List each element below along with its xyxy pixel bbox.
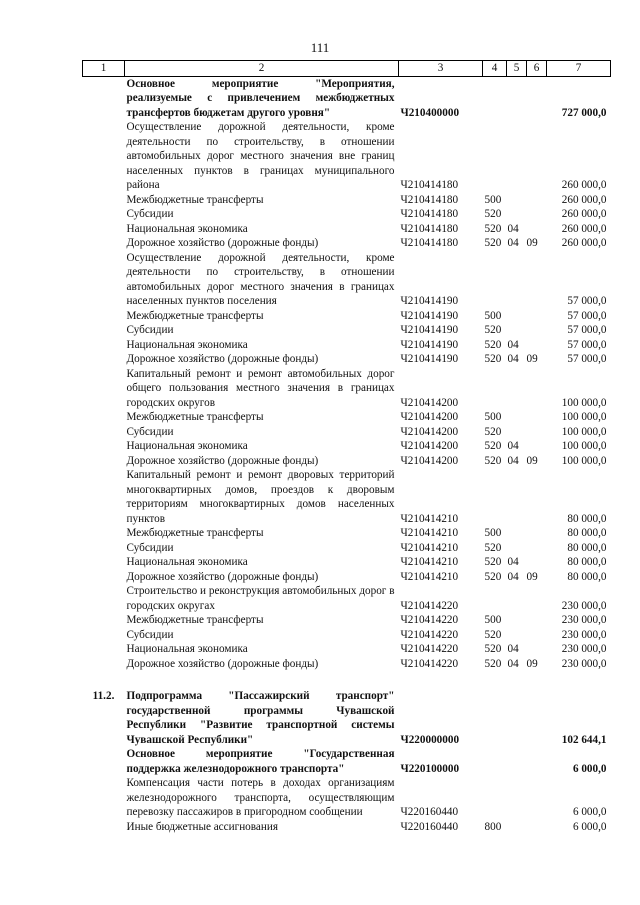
row-section: 04 bbox=[507, 353, 519, 365]
row-section bbox=[507, 671, 527, 689]
row-number bbox=[83, 555, 125, 570]
row-subsection bbox=[527, 584, 547, 613]
row-code: Ч210414210 bbox=[400, 556, 459, 568]
row-name: Субсидии bbox=[126, 425, 174, 438]
row-expense-type bbox=[483, 76, 507, 120]
row-number bbox=[83, 776, 125, 820]
row-section: 04 bbox=[507, 454, 519, 467]
row-amount: 80 000,0 bbox=[567, 527, 607, 539]
row-subsection bbox=[527, 613, 547, 628]
row-expense-type bbox=[483, 671, 507, 689]
row-section bbox=[507, 309, 527, 324]
row-amount: 80 000,0 bbox=[567, 570, 607, 583]
row-subsection: 09 bbox=[526, 570, 538, 583]
row-code: Ч220160440 bbox=[400, 806, 459, 818]
row-amount: 100 000,0 bbox=[561, 454, 607, 467]
row-expense-type bbox=[483, 367, 507, 411]
row-number bbox=[83, 120, 125, 193]
row-number bbox=[83, 251, 125, 309]
row-subsection bbox=[527, 468, 547, 526]
row-amount: 100 000,0 bbox=[561, 396, 607, 409]
row-code: Ч210414200 bbox=[400, 411, 459, 423]
row-amount: 260 000,0 bbox=[561, 193, 607, 206]
row-number bbox=[83, 76, 125, 120]
row-number bbox=[83, 628, 125, 643]
row-name: Капитальный ремонт и ремонт дворовых территорий многоквартирных домов, проездов к дворовым территориям многоквартирных домов населенных пунктов bbox=[126, 469, 395, 525]
row-amount: 57 000,0 bbox=[567, 295, 607, 307]
row-expense-type: 520 bbox=[484, 570, 502, 583]
row-amount: 230 000,0 bbox=[561, 599, 607, 612]
row-amount: 102 644,1 bbox=[561, 733, 607, 746]
table-header-row bbox=[83, 61, 611, 77]
row-number: 11.2. bbox=[92, 690, 115, 702]
row-expense-type: 520 bbox=[484, 556, 502, 568]
table-row bbox=[83, 468, 611, 526]
table-row bbox=[83, 439, 611, 454]
table-row bbox=[83, 642, 611, 657]
row-name: Дорожное хозяйство (дорожные фонды) bbox=[126, 570, 319, 583]
row-section: 04 bbox=[507, 643, 519, 655]
row-subsection bbox=[527, 671, 547, 689]
row-section bbox=[507, 468, 527, 526]
row-number bbox=[83, 410, 125, 425]
row-section: 04 bbox=[507, 570, 519, 583]
row-subsection bbox=[527, 309, 547, 324]
row-expense-type bbox=[483, 689, 507, 747]
row-subsection bbox=[527, 642, 547, 657]
header-col-5: 5 bbox=[507, 61, 527, 77]
row-expense-type: 520 bbox=[484, 454, 502, 467]
table-row bbox=[83, 628, 611, 643]
row-expense-type bbox=[483, 584, 507, 613]
row-code: Ч210414210 bbox=[400, 570, 459, 583]
table-row bbox=[83, 323, 611, 338]
table-row bbox=[83, 657, 611, 672]
row-code: Ч220100000 bbox=[400, 762, 460, 775]
row-amount: 57 000,0 bbox=[567, 338, 607, 351]
row-section bbox=[507, 425, 527, 440]
row-section: 04 bbox=[507, 657, 519, 670]
row-code: Ч210414180 bbox=[400, 237, 459, 249]
row-number bbox=[83, 207, 125, 222]
row-number bbox=[83, 584, 125, 613]
row-section bbox=[507, 541, 527, 556]
row-code: Ч210400000 bbox=[400, 106, 460, 119]
row-amount: 100 000,0 bbox=[561, 440, 607, 452]
table-row bbox=[83, 236, 611, 251]
row-section bbox=[507, 820, 527, 835]
row-code: Ч210414180 bbox=[400, 222, 459, 235]
row-subsection bbox=[527, 338, 547, 353]
table-row bbox=[83, 193, 611, 208]
table-row bbox=[83, 410, 611, 425]
row-amount: 57 000,0 bbox=[567, 353, 607, 365]
row-name: Компенсация части потерь в доходах организациям железнодорожного транспорта, осуществляющим перевозку пассажиров в пригородном сообщении bbox=[126, 777, 395, 818]
row-code: Ч220000000 bbox=[400, 733, 460, 746]
row-subsection bbox=[527, 555, 547, 570]
row-amount: 6 000,0 bbox=[572, 762, 607, 775]
row-subsection bbox=[527, 207, 547, 222]
row-subsection bbox=[527, 541, 547, 556]
row-subsection bbox=[527, 689, 547, 747]
row-name: Межбюджетные трансферты bbox=[126, 527, 264, 539]
row-name: Капитальный ремонт и ремонт автомобильных дорог общего пользования местного значения в границах городских округов bbox=[126, 367, 395, 409]
row-name: Осуществление дорожной деятельности, кроме деятельности по строительству, в отношении автомобильных дорог местного значения вне границ населенных пунктов в границах муниципального района bbox=[126, 121, 395, 191]
row-name: Основное мероприятие "Мероприятия, реализуемые с привлечением межбюджетных трансфертов бюджетам другого уровня" bbox=[126, 77, 395, 119]
row-code: Ч210414190 bbox=[400, 295, 459, 307]
row-subsection bbox=[527, 628, 547, 643]
table-row bbox=[83, 338, 611, 353]
row-expense-type: 500 bbox=[484, 309, 502, 322]
row-expense-type: 520 bbox=[484, 208, 502, 220]
row-code: Ч210414210 bbox=[400, 527, 459, 539]
table-row bbox=[83, 367, 611, 411]
table-row bbox=[83, 747, 611, 776]
row-number bbox=[83, 309, 125, 324]
row-amount: 80 000,0 bbox=[567, 512, 607, 525]
row-amount: 100 000,0 bbox=[561, 411, 607, 423]
row-name: Дорожное хозяйство (дорожные фонды) bbox=[126, 353, 319, 365]
row-code: Ч210414220 bbox=[400, 614, 459, 626]
row-subsection: 09 bbox=[526, 657, 538, 670]
row-amount: 6 000,0 bbox=[572, 806, 607, 818]
row-name: Иные бюджетные ассигнования bbox=[126, 820, 278, 833]
row-expense-type bbox=[483, 468, 507, 526]
row-name: Дорожное хозяйство (дорожные фонды) bbox=[126, 454, 319, 467]
row-number bbox=[83, 820, 125, 835]
row-expense-type: 800 bbox=[484, 820, 502, 833]
row-section bbox=[507, 76, 527, 120]
row-subsection bbox=[527, 410, 547, 425]
row-number bbox=[83, 338, 125, 353]
row-name: Национальная экономика bbox=[126, 643, 248, 655]
row-expense-type: 520 bbox=[484, 324, 502, 336]
row-code: Ч210414200 bbox=[400, 425, 459, 438]
row-section bbox=[507, 776, 527, 820]
table-row bbox=[83, 251, 611, 309]
header-col-4: 4 bbox=[483, 61, 507, 77]
row-amount: 100 000,0 bbox=[561, 425, 607, 438]
row-code: Ч220160440 bbox=[400, 820, 459, 833]
row-number bbox=[83, 642, 125, 657]
table-row bbox=[83, 76, 611, 120]
table-row bbox=[83, 309, 611, 324]
row-expense-type: 520 bbox=[484, 237, 502, 249]
table-row bbox=[83, 570, 611, 585]
row-section: 04 bbox=[507, 237, 519, 249]
row-number bbox=[83, 222, 125, 237]
row-amount: 6 000,0 bbox=[572, 820, 607, 833]
row-name: Межбюджетные трансферты bbox=[126, 193, 264, 206]
table-row bbox=[83, 820, 611, 835]
row-subsection bbox=[527, 439, 547, 454]
table-row bbox=[83, 671, 611, 689]
row-name: Строительство и реконструкция автомобильных дорог в городских округах bbox=[126, 585, 395, 612]
table-body bbox=[83, 76, 611, 834]
row-name: Основное мероприятие "Государственная поддержка железнодорожного транспорта" bbox=[126, 748, 395, 775]
row-expense-type: 500 bbox=[484, 614, 502, 626]
header-col-7: 7 bbox=[547, 61, 611, 77]
row-amount: 260 000,0 bbox=[561, 179, 607, 191]
row-name: Национальная экономика bbox=[126, 440, 248, 452]
row-name: Подпрограмма "Пассажирский транспорт" государственной программы Чувашской Республики "Развитие транспортной системы Чувашской Республики" bbox=[126, 690, 395, 746]
row-expense-type: 520 bbox=[484, 657, 502, 670]
row-subsection bbox=[527, 193, 547, 208]
row-name: Межбюджетные трансферты bbox=[126, 309, 264, 322]
row-subsection bbox=[527, 425, 547, 440]
row-expense-type: 520 bbox=[484, 353, 502, 365]
row-subsection: 09 bbox=[526, 353, 538, 365]
row-expense-type: 520 bbox=[484, 541, 502, 554]
row-section: 04 bbox=[507, 222, 519, 235]
row-name: Национальная экономика bbox=[126, 556, 248, 568]
row-section: 04 bbox=[507, 440, 519, 452]
row-number bbox=[83, 468, 125, 526]
table-row bbox=[83, 555, 611, 570]
row-amount: 230 000,0 bbox=[561, 657, 607, 670]
row-amount: 230 000,0 bbox=[561, 628, 607, 641]
page-number: 111 bbox=[310, 40, 330, 55]
row-subsection bbox=[527, 820, 547, 835]
row-number bbox=[83, 747, 125, 776]
table-row bbox=[83, 222, 611, 237]
row-subsection bbox=[527, 120, 547, 193]
row-amount: 260 000,0 bbox=[561, 237, 607, 249]
row-number bbox=[83, 526, 125, 541]
row-code: Ч210414220 bbox=[400, 628, 459, 641]
row-amount: 727 000,0 bbox=[561, 106, 607, 119]
row-expense-type: 520 bbox=[484, 643, 502, 655]
header-col-1: 1 bbox=[83, 61, 125, 77]
row-code: Ч210414210 bbox=[400, 541, 459, 554]
row-section bbox=[507, 584, 527, 613]
row-name: Субсидии bbox=[126, 208, 174, 220]
row-name: Национальная экономика bbox=[126, 338, 248, 351]
table-row bbox=[83, 689, 611, 747]
row-number bbox=[83, 439, 125, 454]
row-expense-type: 500 bbox=[484, 411, 502, 423]
row-name: Межбюджетные трансферты bbox=[126, 614, 264, 626]
row-number bbox=[83, 570, 125, 585]
row-expense-type: 520 bbox=[484, 338, 502, 351]
table-row bbox=[83, 352, 611, 367]
table-row bbox=[83, 613, 611, 628]
row-number bbox=[83, 454, 125, 469]
row-amount: 260 000,0 bbox=[561, 208, 607, 220]
header-col-6: 6 bbox=[527, 61, 547, 77]
row-section bbox=[507, 193, 527, 208]
row-code: Ч210414180 bbox=[400, 193, 459, 206]
row-subsection bbox=[527, 222, 547, 237]
row-section bbox=[507, 410, 527, 425]
row-amount: 57 000,0 bbox=[567, 324, 607, 336]
row-name: Дорожное хозяйство (дорожные фонды) bbox=[126, 657, 319, 670]
row-section bbox=[507, 207, 527, 222]
row-section bbox=[507, 367, 527, 411]
row-section bbox=[507, 747, 527, 776]
row-section: 04 bbox=[507, 556, 519, 568]
budget-table bbox=[82, 60, 611, 834]
row-expense-type: 500 bbox=[484, 527, 502, 539]
row-code: Ч210414190 bbox=[400, 353, 459, 365]
row-amount: 57 000,0 bbox=[567, 309, 607, 322]
table-row bbox=[83, 120, 611, 193]
row-expense-type bbox=[483, 776, 507, 820]
row-name: Межбюджетные трансферты bbox=[126, 411, 264, 423]
row-expense-type bbox=[483, 747, 507, 776]
table-row bbox=[83, 454, 611, 469]
row-number bbox=[83, 671, 125, 689]
row-number bbox=[83, 236, 125, 251]
row-section bbox=[507, 251, 527, 309]
row-subsection bbox=[527, 251, 547, 309]
row-expense-type: 520 bbox=[484, 440, 502, 452]
row-subsection: 09 bbox=[526, 237, 538, 249]
row-subsection bbox=[527, 747, 547, 776]
row-code: Ч210414220 bbox=[400, 643, 459, 655]
row-amount: 230 000,0 bbox=[561, 643, 607, 655]
row-code: Ч210414200 bbox=[400, 396, 459, 409]
row-code: Ч210414200 bbox=[400, 440, 459, 452]
row-number bbox=[83, 193, 125, 208]
row-number bbox=[83, 657, 125, 672]
header-col-2: 2 bbox=[125, 61, 399, 77]
row-amount: 230 000,0 bbox=[561, 614, 607, 626]
row-section bbox=[507, 323, 527, 338]
row-name: Субсидии bbox=[126, 324, 174, 336]
row-code: Ч210414200 bbox=[400, 454, 459, 467]
row-amount: 80 000,0 bbox=[567, 556, 607, 568]
row-section bbox=[507, 613, 527, 628]
row-code: Ч210414220 bbox=[400, 657, 459, 670]
row-code: Ч210414190 bbox=[400, 309, 459, 322]
row-number bbox=[83, 425, 125, 440]
table-row bbox=[83, 526, 611, 541]
row-section bbox=[507, 526, 527, 541]
row-section: 04 bbox=[507, 338, 519, 351]
table-row bbox=[83, 425, 611, 440]
row-expense-type bbox=[483, 120, 507, 193]
table-row bbox=[83, 207, 611, 222]
row-expense-type: 520 bbox=[484, 628, 502, 641]
row-expense-type: 520 bbox=[484, 222, 502, 235]
row-expense-type bbox=[483, 251, 507, 309]
row-code: Ч210414210 bbox=[400, 512, 459, 525]
row-amount: 260 000,0 bbox=[561, 222, 607, 235]
row-subsection bbox=[527, 776, 547, 820]
row-section bbox=[507, 120, 527, 193]
row-amount: 80 000,0 bbox=[567, 541, 607, 554]
row-number bbox=[83, 323, 125, 338]
row-name bbox=[125, 671, 399, 689]
table-row bbox=[83, 541, 611, 556]
row-name: Национальная экономика bbox=[126, 222, 248, 235]
table-row bbox=[83, 776, 611, 820]
row-expense-type: 520 bbox=[484, 425, 502, 438]
row-subsection bbox=[527, 367, 547, 411]
header-col-3: 3 bbox=[399, 61, 483, 77]
row-name: Субсидии bbox=[126, 628, 174, 641]
row-amount bbox=[547, 671, 611, 689]
row-section bbox=[507, 689, 527, 747]
row-subsection bbox=[527, 323, 547, 338]
row-subsection bbox=[527, 76, 547, 120]
row-expense-type: 500 bbox=[484, 193, 502, 206]
row-code: Ч210414220 bbox=[400, 599, 459, 612]
row-name: Осуществление дорожной деятельности, кроме деятельности по строительству, в отношении автомобильных дорог местного значения в границах населенных пунктов поселения bbox=[126, 251, 395, 307]
row-section bbox=[507, 628, 527, 643]
row-subsection: 09 bbox=[526, 454, 538, 467]
row-number bbox=[83, 352, 125, 367]
row-name: Субсидии bbox=[126, 541, 174, 554]
table-row bbox=[83, 584, 611, 613]
row-code: Ч210414190 bbox=[400, 338, 459, 351]
row-number bbox=[83, 367, 125, 411]
row-number bbox=[83, 541, 125, 556]
row-number bbox=[83, 613, 125, 628]
row-code: Ч210414180 bbox=[400, 179, 459, 191]
row-name: Дорожное хозяйство (дорожные фонды) bbox=[126, 237, 319, 249]
row-subsection bbox=[527, 526, 547, 541]
row-code: Ч210414190 bbox=[400, 324, 459, 336]
row-code: Ч210414180 bbox=[400, 208, 459, 220]
row-code bbox=[399, 671, 483, 689]
